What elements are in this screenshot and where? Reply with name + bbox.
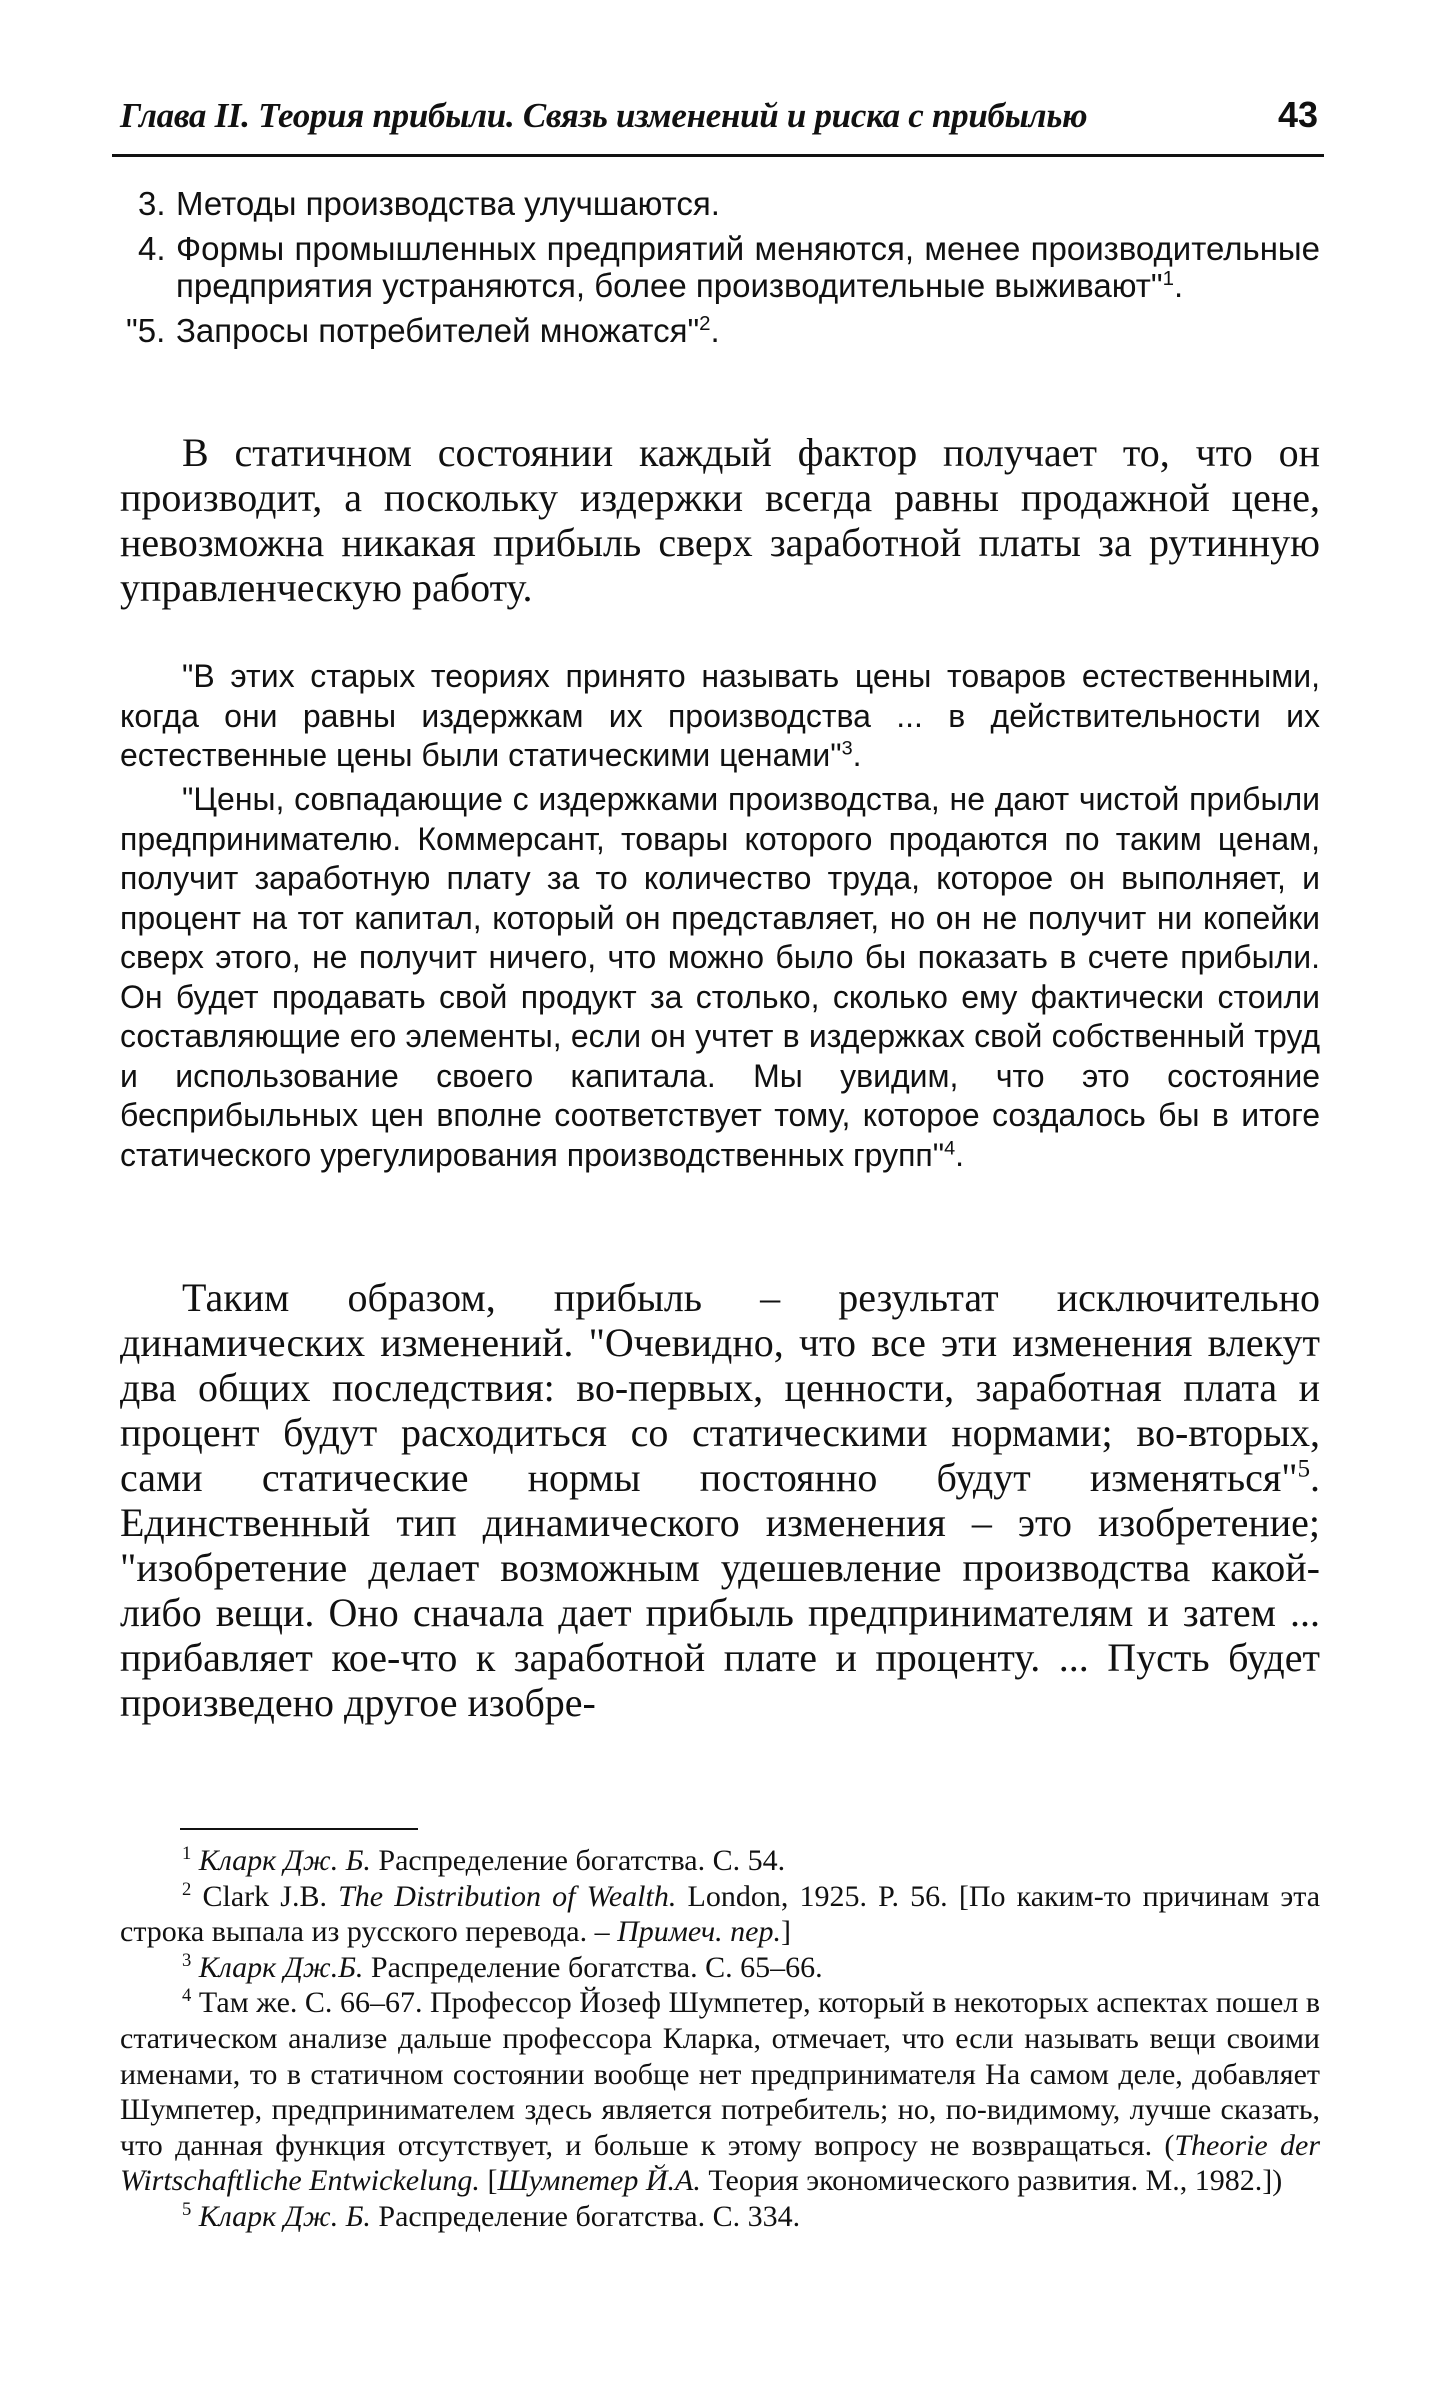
quote-paragraph <box>120 780 1320 1175</box>
footnote-text: Там же. С. 66–67. Профессор Йозеф Шумпетер, который в некоторых аспектах пошел в статическом анализе дальше профессора Кларка, отмечает, что если называть вещи своими именами, то в статичном состоянии вообще нет предпринимателя На самом деле, добавляет Шумпетер, предпринимателем здесь является потребитель; но, по-видимому, лучше сказать, что данная функция отсутствует, и больше к этому вопросу не возвращаться. ( <box>120 1986 1320 2162</box>
footnote-note: Примеч. пер. <box>617 1915 781 1949</box>
quote-tail: . <box>955 1136 964 1173</box>
footnote <box>120 2199 1320 2235</box>
footnote-author: Шумпетер Й.А. <box>497 2164 701 2198</box>
list-item-text: Методы производства улучшаются. <box>176 185 720 222</box>
footnote-text: Распределение богатства. С. 65–66. <box>363 1950 823 1984</box>
list-item-tail: . <box>1173 267 1184 304</box>
paragraph-text: Таким образом, прибыль – результат исключительно динамических изменений. "Очевидно, что все эти изменения влекут два общих последствия: во-первых, ценности, заработная плата и процент будут расходиться со статическими нормами; во-вторых, сами статические нормы постоянно будут изменяться" <box>120 1275 1320 1500</box>
quote-text: "В этих старых теориях принято называть цены товаров естественными, когда они равны издержкам их производства ... в действительности их естественные цены были статическими ценами" <box>120 658 1320 773</box>
footnote-author: Кларк Дж. Б. <box>198 2199 371 2233</box>
footnote-author: Кларк Дж.Б. <box>198 1950 364 1984</box>
footnote-text: Распределение богатства. С. 54. <box>370 1844 786 1877</box>
footnote-ref: 4 <box>944 1136 956 1159</box>
footnote-number: 2 <box>182 1878 192 1900</box>
running-title: Глава II. Теория прибыли. Связь изменений и риска с прибылью <box>120 96 1088 135</box>
footnote-text: London, 1925. P. 56. [По каким-то причинам эта строка выпала из русского перевода. – <box>120 1879 1321 1949</box>
header-divider <box>112 154 1324 157</box>
footnote-author: Кларк Дж. Б. <box>198 1844 371 1877</box>
numbered-list <box>120 185 1320 356</box>
quote-tail: . <box>852 737 862 773</box>
body-paragraph <box>120 1275 1320 1725</box>
footnote-title: The Distribution of Wealth. <box>338 1879 677 1913</box>
footnote <box>120 1950 1320 1986</box>
list-item-text: Запросы потребителей множатся" <box>176 311 700 349</box>
footnote <box>120 1879 1320 1950</box>
quote-text: "Цены, совпадающие с издержками производства, не дают чистой прибыли предпринимателю. Коммерсант, товары которого продаются по таким ценам, получит заработную плату за то количество труда, которое он выполняет, и процент на тот капитал, который он представляет, но он не получит ни копейки сверх этого, не получит ничего, что можно было бы показать в счете прибыли. Он будет продавать свой продукт за столько, сколько ему фактически стоили составляющие его элементы, если он учтет в издержках свой собственный труд и использование своего капитала. Мы увидим, что это состояние бесприбыльных цен вполне соответствует тому, которое создалось бы в итоге статического урегулирования производственных групп" <box>120 781 1320 1173</box>
list-item-tail: . <box>710 311 720 349</box>
list-item <box>120 230 1320 305</box>
footnote-author: Clark J.B. <box>202 1879 339 1913</box>
footnote-number: 5 <box>182 2198 192 2220</box>
footnote-number: 1 <box>182 1843 192 1864</box>
page-number: 43 <box>1277 94 1318 135</box>
page-header <box>112 92 1324 152</box>
footnote-title: Theorie der Wirtschaftliche Entwickelung. <box>120 2128 1320 2198</box>
list-item-text: Формы промышленных предприятий меняются, менее производительные предприятия устраняются, более производительные выживают" <box>176 229 1320 304</box>
list-item-number: 4. <box>138 229 166 267</box>
list-item <box>120 185 1320 223</box>
footnote-number: 4 <box>182 1985 192 2007</box>
body-paragraph: В статичном состоянии каждый фактор получает то, что он производит, а поскольку издержки всегда равны продажной цене, невозможна никакая прибыль сверх заработной платы за рутинную управленческую работу. <box>120 430 1320 610</box>
footnote-end: Теория экономического развития. М., 1982.]) <box>700 2164 1283 2198</box>
footnote-divider <box>180 1828 418 1830</box>
list-item-number: 3. <box>138 185 166 222</box>
paragraph-text: . Единственный тип динамического изменения – это изобретение; "изобретение делает возможным удешевление производства какой-либо вещи. Оно сначала дает прибыль предпринимателям и затем ... прибавляет кое-что к заработной плате и проценту. ... Пусть будет произведено другое изобре- <box>120 1455 1320 1725</box>
footnote <box>120 1985 1320 2199</box>
footnote-ref: 5 <box>1297 1455 1310 1483</box>
footnotes <box>120 1843 1320 2235</box>
quote-paragraph <box>120 657 1320 776</box>
footnote-ref: 2 <box>699 311 711 335</box>
footnote-text: [ <box>479 2164 498 2198</box>
footnote-end: ] <box>780 1915 791 1949</box>
footnote <box>120 1843 1320 1879</box>
footnote-text: Распределение богатства. С. 334. <box>370 2199 801 2233</box>
footnote-ref: 1 <box>1162 267 1174 290</box>
list-item <box>120 312 1320 350</box>
footnote-ref: 3 <box>841 737 853 760</box>
footnote-number: 3 <box>182 1949 192 1971</box>
list-item-number: "5. <box>126 311 166 349</box>
